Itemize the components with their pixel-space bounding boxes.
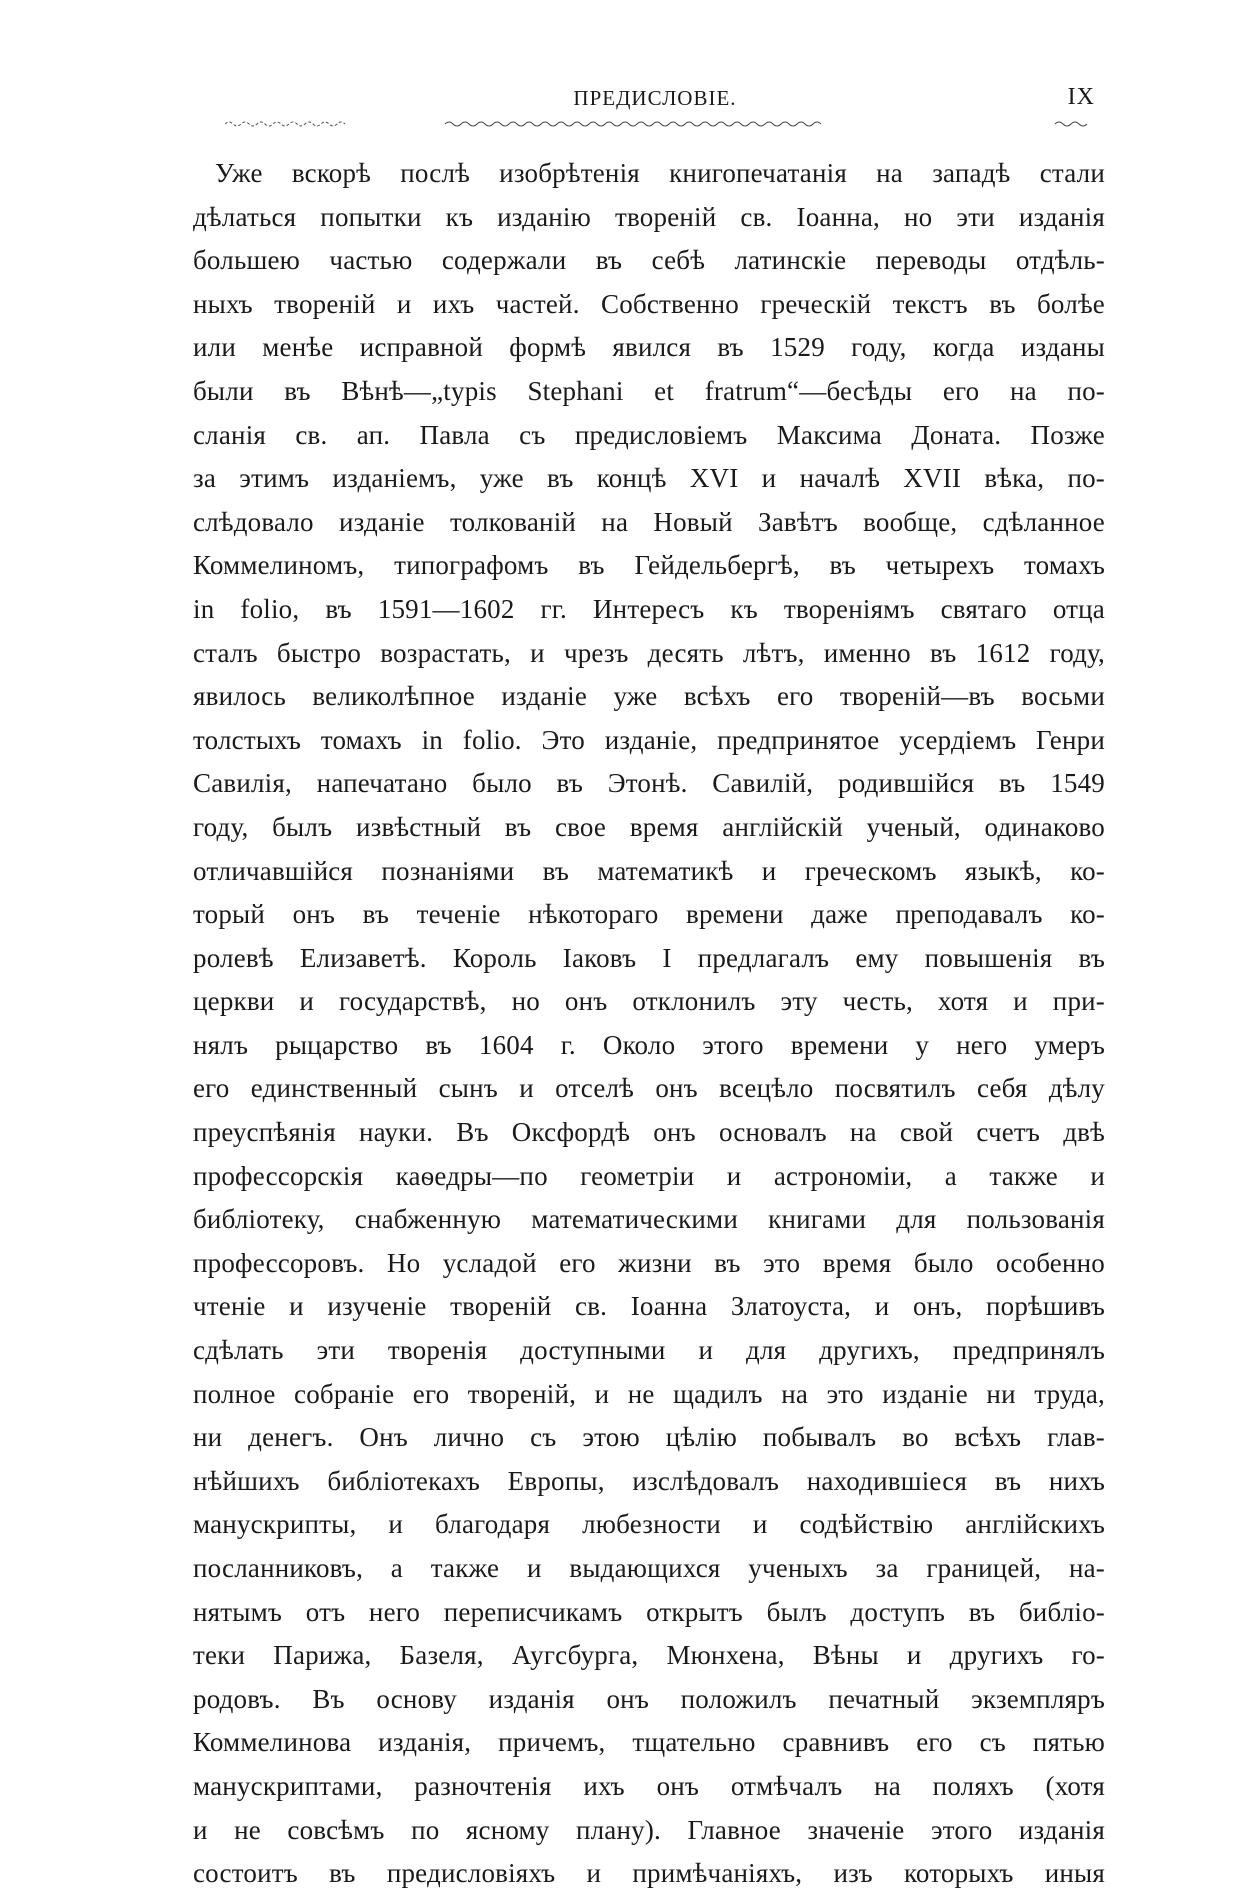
text-line: библіотеку, снабженную математическими книгами для пользованія xyxy=(193,1204,1105,1235)
text-line: профессоровъ. Но усладой его жизни въ это время было особенно xyxy=(193,1247,1105,1278)
text-line: ролевѣ Елизаветѣ. Король Іаковъ I предлагалъ ему повышенія въ xyxy=(193,942,1105,973)
text-line: ни денегъ. Онъ лично съ этою цѣлію побывалъ во всѣхъ глав- xyxy=(193,1422,1105,1453)
text-line: дѣлаться попытки къ изданію твореній св. Іоанна, но эти изданія xyxy=(193,201,1105,232)
text-line: Коммелиномъ, типографомъ въ Гейдельбергѣ, въ четырехъ томахъ xyxy=(193,550,1105,581)
text-line: посланниковъ, а также и выдающихся ученыхъ за границей, на- xyxy=(193,1553,1105,1583)
text-line: явилось великолѣпное изданіе уже всѣхъ его твореній—въ восьми xyxy=(193,681,1105,712)
text-line: преуспѣянія науки. Въ Оксфордѣ онъ основалъ на свой счетъ двѣ xyxy=(193,1117,1105,1148)
text-line: ныхъ твореній и ихъ частей. Собственно греческій текстъ въ болѣе xyxy=(193,288,1105,319)
text-line: слѣдовало изданіе толкованій на Новый Завѣтъ вообще, сдѣланное xyxy=(193,506,1105,537)
text-line: полное собраніе его твореній, и не щадилъ на это изданіе ни труда, xyxy=(193,1378,1105,1409)
text-line: сдѣлать эти творенія доступными и для другихъ, предпринялъ xyxy=(193,1335,1105,1366)
page-number: IX xyxy=(1067,84,1095,110)
text-line: и не совсѣмъ по ясному плану). Главное значеніе этого изданія xyxy=(193,1814,1105,1845)
text-line: профессорскія каѳедры—по геометріи и астрономіи, а также и xyxy=(193,1160,1105,1191)
text-line: толстыхъ томахъ in folio. Это изданіе, предпринятое усердіемъ Генри xyxy=(193,724,1105,755)
text-line: нѣйшихъ библіотекахъ Европы, изслѣдовалъ находившіеся въ нихъ xyxy=(193,1465,1105,1496)
text-line: нятымъ отъ него переписчикамъ открытъ былъ доступъ въ библіо- xyxy=(193,1596,1105,1627)
text-line: церкви и государствѣ, но онъ отклонилъ эту честь, хотя и при- xyxy=(193,986,1105,1017)
text-line: манускриптами, разночтенія ихъ онъ отмѣчалъ на поляхъ (хотя xyxy=(193,1770,1105,1801)
running-title: ПРЕДИСЛОВІЕ. xyxy=(573,86,737,110)
text-line: Коммелинова изданія, причемъ, тщательно сравнивъ его съ пятью xyxy=(193,1727,1105,1758)
text-line: Савилія, напечатано было въ Этонѣ. Савилій, родившійся въ 1549 xyxy=(193,768,1105,799)
text-line: нялъ рыцарство въ 1604 г. Около этого времени у него умеръ xyxy=(193,1029,1105,1060)
text-line: были въ Вѣнѣ—„typis Stephani et fratrum“—бесѣды его на по- xyxy=(193,375,1105,406)
text-line: большею частью содержали въ себѣ латинскіе переводы отдѣль- xyxy=(193,245,1105,276)
text-line: за этимъ изданіемъ, уже въ концѣ XVI и началѣ XVII вѣка, по- xyxy=(193,463,1105,494)
text-line: чтеніе и изученіе твореній св. Іоанна Златоуста, и онъ, порѣшивъ xyxy=(193,1291,1105,1322)
text-line: теки Парижа, Базеля, Аугсбурга, Мюнхена, Вѣны и другихъ го- xyxy=(193,1640,1105,1671)
text-line: отличавшійся познаніями въ математикѣ и греческомъ языкѣ, ко- xyxy=(193,855,1105,886)
text-line: или менѣе исправной формѣ явился въ 1529 году, когда изданы xyxy=(193,332,1105,363)
text-line: манускрипты, и благодаря любезности и содѣйствію англійскихъ xyxy=(193,1509,1105,1540)
text-line: сланія св. ап. Павла съ предисловіемъ Максима Доната. Позже xyxy=(193,419,1105,450)
body-text xyxy=(193,152,1105,1896)
text-line: сталъ быстро возрастать, и чрезъ десять лѣтъ, именно въ 1612 году, xyxy=(193,637,1105,668)
text-line: родовъ. Въ основу изданія онъ положилъ печатный экземпляръ xyxy=(193,1683,1105,1714)
text-line: in folio, въ 1591—1602 гг. Интересъ къ твореніямъ святаго отца xyxy=(193,593,1105,624)
text-line: Уже вскорѣ послѣ изобрѣтенія книгопечатанія на западѣ стали xyxy=(215,158,1105,188)
text-line: торый онъ въ теченіе нѣкотораго времени даже преподавалъ ко- xyxy=(193,899,1105,930)
running-head xyxy=(215,86,1095,120)
text-line: состоитъ въ предисловіяхъ и примѣчаніяхъ, изъ которыхъ иныя xyxy=(193,1858,1105,1889)
text-line: году, былъ извѣстный въ свое время англійскій ученый, одинаково xyxy=(193,811,1105,842)
ornamental-rule xyxy=(225,118,1095,128)
text-line: его единственный сынъ и отселѣ онъ всецѣло посвятилъ себя дѣлу xyxy=(193,1073,1105,1104)
